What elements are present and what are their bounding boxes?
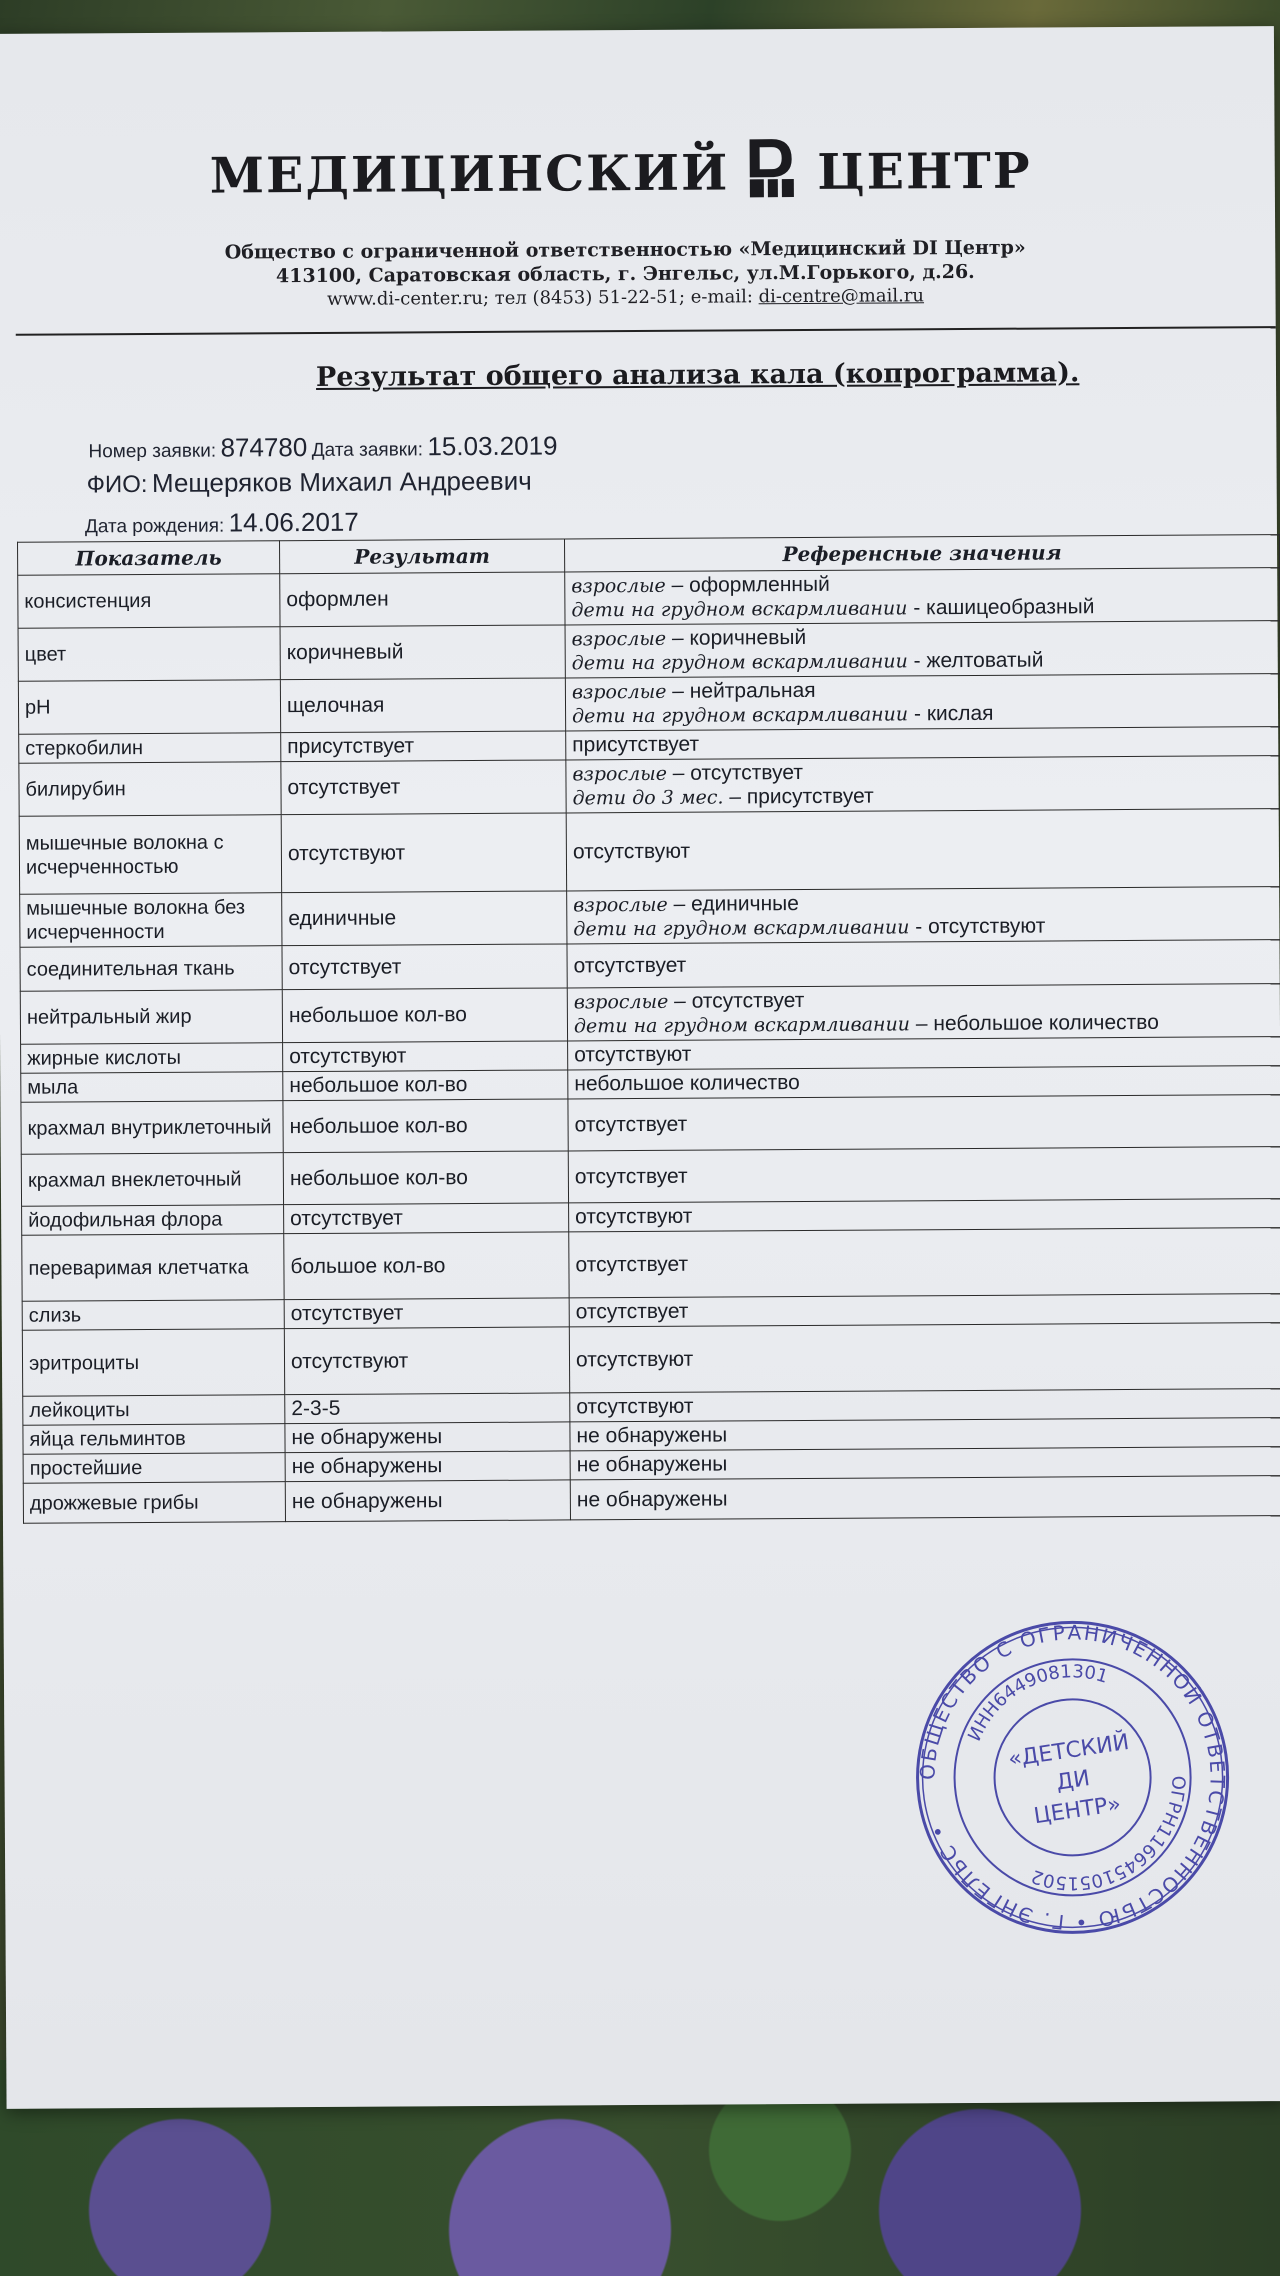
reference-value: отсутствует (573, 953, 687, 977)
header-reference: Референсные значения (564, 535, 1279, 572)
reference-group: дети на грудном вскармливании (571, 650, 908, 675)
parameter-cell: эритроциты (22, 1329, 284, 1397)
reference-value: не обнаружены (576, 1452, 728, 1477)
org-address: 413100, Саратовская область, г. Энгельс, ул.М.Горького, д.26. (275, 260, 975, 288)
reference-cell (568, 1037, 1280, 1070)
result-cell: небольшое кол-во (283, 1151, 568, 1205)
parameter-cell: рН (18, 680, 280, 735)
reference-group: дети на грудном вскармливании (573, 916, 910, 941)
result-cell: отсутствует (282, 944, 567, 990)
result-cell: коричневый (280, 625, 565, 680)
reference-line (575, 1249, 1277, 1277)
reference-group: дети на грудном вскармливании (573, 1013, 911, 1038)
reference-value: – небольшое количество (909, 1010, 1159, 1036)
document-title: Результат общего анализа кала (копрограмма). (315, 357, 1080, 393)
reference-cell (568, 1147, 1280, 1203)
reference-cell (569, 1294, 1280, 1327)
request-number: 874780 (220, 432, 308, 463)
email-link[interactable]: di-centre@mail.ru (758, 285, 925, 308)
reference-cell (565, 621, 1280, 678)
reference-line (575, 1201, 1277, 1229)
request-date-label: Дата заявки: (311, 439, 424, 461)
reference-value: отсутствуют (572, 839, 691, 863)
reference-value: отсутствует (574, 1112, 688, 1136)
reference-line (572, 729, 1274, 757)
reference-line (576, 1344, 1278, 1372)
stamp-outer-path: ОБЩЕСТВО С ОГРАНИЧЕННОЙ ОТВЕТСТВЕННОСТЬЮ • Г. ЭНГЕЛЬС • (915, 1620, 1230, 1935)
reference-value: - кашицеобразный (907, 595, 1095, 620)
result-cell: оформлен (280, 572, 565, 627)
stamp-inn-path: ИНН6449081301 (964, 1661, 1111, 1745)
reference-value: не обнаружены (576, 1423, 728, 1448)
parameter-cell: яйца гельминтов (23, 1424, 285, 1455)
reference-value: – оформленный (665, 572, 830, 597)
reference-group: взрослые (571, 680, 667, 704)
table-row (18, 674, 1280, 735)
reference-line (574, 950, 1276, 978)
reference-value: - желтоватый (907, 648, 1044, 673)
parameter-cell: жирные кислоты (21, 1043, 283, 1074)
parameter-cell: крахмал внутриклеточный (21, 1101, 283, 1155)
table-row (18, 568, 1280, 629)
reference-value: отсутствуют (575, 1347, 694, 1371)
reference-value: – нейтральная (666, 678, 816, 703)
table-row (22, 1228, 1280, 1302)
header-result: Результат (280, 539, 565, 574)
table-row (22, 1323, 1280, 1397)
request-label: Номер заявки: (88, 440, 217, 463)
reference-group: взрослые (573, 893, 668, 917)
header-parameter: Показатель (18, 541, 280, 576)
reference-line (573, 836, 1275, 864)
results-table (17, 534, 1280, 1524)
reference-cell (565, 568, 1280, 625)
reference-cell (570, 1418, 1280, 1451)
parameter-cell: нейтральный жир (20, 990, 282, 1045)
parameter-cell: простейшие (23, 1453, 285, 1484)
parameter-cell: соединительная ткань (20, 946, 282, 992)
reference-line (576, 1296, 1278, 1324)
reference-cell (570, 1447, 1280, 1480)
result-cell: небольшое кол-во (282, 988, 567, 1043)
result-cell: большое кол-во (284, 1232, 569, 1300)
table-row (19, 809, 1280, 895)
logo-text-right: ЦЕНТР (817, 141, 1032, 201)
result-cell: отсутствуют (281, 813, 566, 893)
result-cell: щелочная (280, 678, 565, 733)
reference-value: – присутствует (723, 784, 874, 809)
reference-cell (567, 984, 1280, 1041)
result-cell: отсутствуют (284, 1327, 569, 1395)
reference-line (572, 647, 1274, 675)
reference-line (571, 594, 1273, 622)
table-row (23, 1476, 1280, 1524)
result-cell: 2-3-5 (285, 1393, 570, 1424)
reference-group: дети на грудном вскармливании (572, 703, 909, 728)
reference-value: отсутствуют (576, 1394, 694, 1419)
reference-line (574, 1039, 1276, 1067)
parameter-cell: крахмал внеклеточный (21, 1153, 283, 1207)
table-row (19, 756, 1280, 817)
reference-cell (570, 1389, 1280, 1422)
reference-group: взрослые (572, 762, 667, 786)
reference-value: – единичные (667, 892, 799, 916)
parameter-cell: слизь (22, 1300, 284, 1331)
table-row (20, 887, 1280, 948)
reference-value: отсутствует (575, 1252, 689, 1276)
reference-value: отсутствуют (574, 1042, 692, 1067)
reference-cell (567, 887, 1280, 944)
reference-cell (569, 1323, 1280, 1393)
parameter-cell: цвет (18, 627, 280, 682)
reference-value: – коричневый (666, 625, 807, 650)
result-cell: небольшое кол-во (283, 1070, 568, 1101)
table-row (21, 1147, 1280, 1207)
parameter-cell: дрожжевые грибы (23, 1482, 285, 1524)
reference-line (575, 1109, 1277, 1137)
stamp-ogrn-path: ОГРН1166451051502 (1028, 1775, 1189, 1894)
clinic-stamp (891, 1596, 1254, 1959)
request-date: 15.03.2019 (427, 430, 558, 462)
reference-line (573, 782, 1275, 810)
reference-line (574, 1068, 1276, 1096)
reference-cell (565, 674, 1280, 731)
parameter-cell: переваримая клетчатка (22, 1234, 284, 1302)
di-logo-icon (743, 131, 803, 201)
patient-name: Мещеряков Михаил Андреевич (151, 465, 532, 498)
reference-value: отсутствует (575, 1299, 689, 1324)
reference-cell (570, 1476, 1280, 1520)
table-row (18, 621, 1280, 682)
header-divider (16, 326, 1276, 336)
result-cell: единичные (282, 891, 567, 946)
patient-info (87, 466, 532, 500)
reference-group: взрослые (573, 990, 669, 1014)
table-row (20, 940, 1280, 992)
reference-line (573, 913, 1275, 941)
reference-line (574, 1010, 1276, 1038)
parameter-cell: мыла (21, 1072, 283, 1103)
reference-line (575, 1161, 1277, 1189)
clinic-details (175, 235, 1075, 312)
parameter-cell: йодофильная флора (22, 1205, 284, 1236)
result-cell: отсутствуют (283, 1041, 568, 1072)
reference-line (577, 1484, 1279, 1512)
stamp-center-line3: ЦЕНТР» (1032, 1791, 1123, 1830)
reference-cell (569, 1228, 1280, 1298)
reference-cell (569, 1199, 1280, 1232)
birth-label: Дата рождения: (84, 515, 225, 538)
reference-value: - кислая (908, 701, 994, 726)
result-cell: отсутствует (284, 1203, 569, 1234)
reference-cell (566, 756, 1280, 813)
result-cell: небольшое кол-во (283, 1099, 568, 1153)
reference-value: небольшое количество (574, 1071, 800, 1096)
org-name: Общество с ограниченной ответственностью «Медицинский DI Центр» (224, 236, 1026, 264)
result-cell: не обнаружены (285, 1480, 570, 1522)
stamp-center-line1: «ДЕТСКИЙ (1006, 1729, 1131, 1773)
parameter-cell: консистенция (18, 574, 280, 629)
stamp-center-line2: ДИ (1054, 1766, 1092, 1796)
reference-value: не обнаружены (576, 1486, 728, 1511)
reference-cell (568, 1095, 1280, 1151)
parameter-cell: стеркобилин (19, 733, 281, 764)
parameter-cell: лейкоциты (23, 1395, 285, 1426)
reference-group: взрослые (571, 574, 666, 598)
name-label: ФИО: (86, 470, 148, 499)
reference-value: отсутствует (574, 1164, 688, 1188)
logo-text-left: МЕДИЦИНСКИЙ (209, 143, 730, 205)
reference-value: присутствует (572, 732, 700, 757)
reference-line (576, 1420, 1278, 1448)
clinic-logo (210, 136, 1032, 211)
reference-line (577, 1449, 1279, 1477)
result-cell: отсутствует (284, 1298, 569, 1329)
reference-line (576, 1391, 1278, 1419)
reference-group: взрослые (571, 627, 667, 651)
result-cell: не обнаружены (285, 1451, 570, 1482)
reference-value: - отсутствуют (909, 914, 1046, 939)
reference-value: отсутствуют (575, 1204, 693, 1229)
parameter-cell: мышечные волокна с исчерченностью (19, 815, 281, 895)
reference-cell (566, 727, 1280, 760)
reference-cell (566, 809, 1280, 891)
reference-group: дети на грудном вскармливании (571, 597, 908, 622)
birth-info (85, 507, 359, 540)
parameter-cell: мышечные волокна без исчерченности (20, 893, 282, 948)
birth-date: 14.06.2017 (228, 506, 359, 538)
contacts-text: www.di-center.ru; тел (8453) 51-22-51; e-mail: (326, 286, 759, 310)
request-info (88, 430, 557, 464)
table-row (20, 984, 1280, 1045)
reference-cell (567, 940, 1280, 988)
table-row (21, 1095, 1280, 1155)
document-sheet (0, 26, 1280, 2109)
reference-line (572, 700, 1274, 728)
reference-value: – отсутствует (666, 761, 804, 785)
result-cell: отсутствует (281, 760, 566, 815)
result-cell: присутствует (281, 731, 566, 762)
reference-cell (568, 1066, 1280, 1099)
result-cell: не обнаружены (285, 1422, 570, 1453)
reference-group: дети до 3 мес. (572, 786, 724, 810)
parameter-cell: билирубин (19, 762, 281, 817)
reference-value: – отсутствует (668, 988, 805, 1013)
